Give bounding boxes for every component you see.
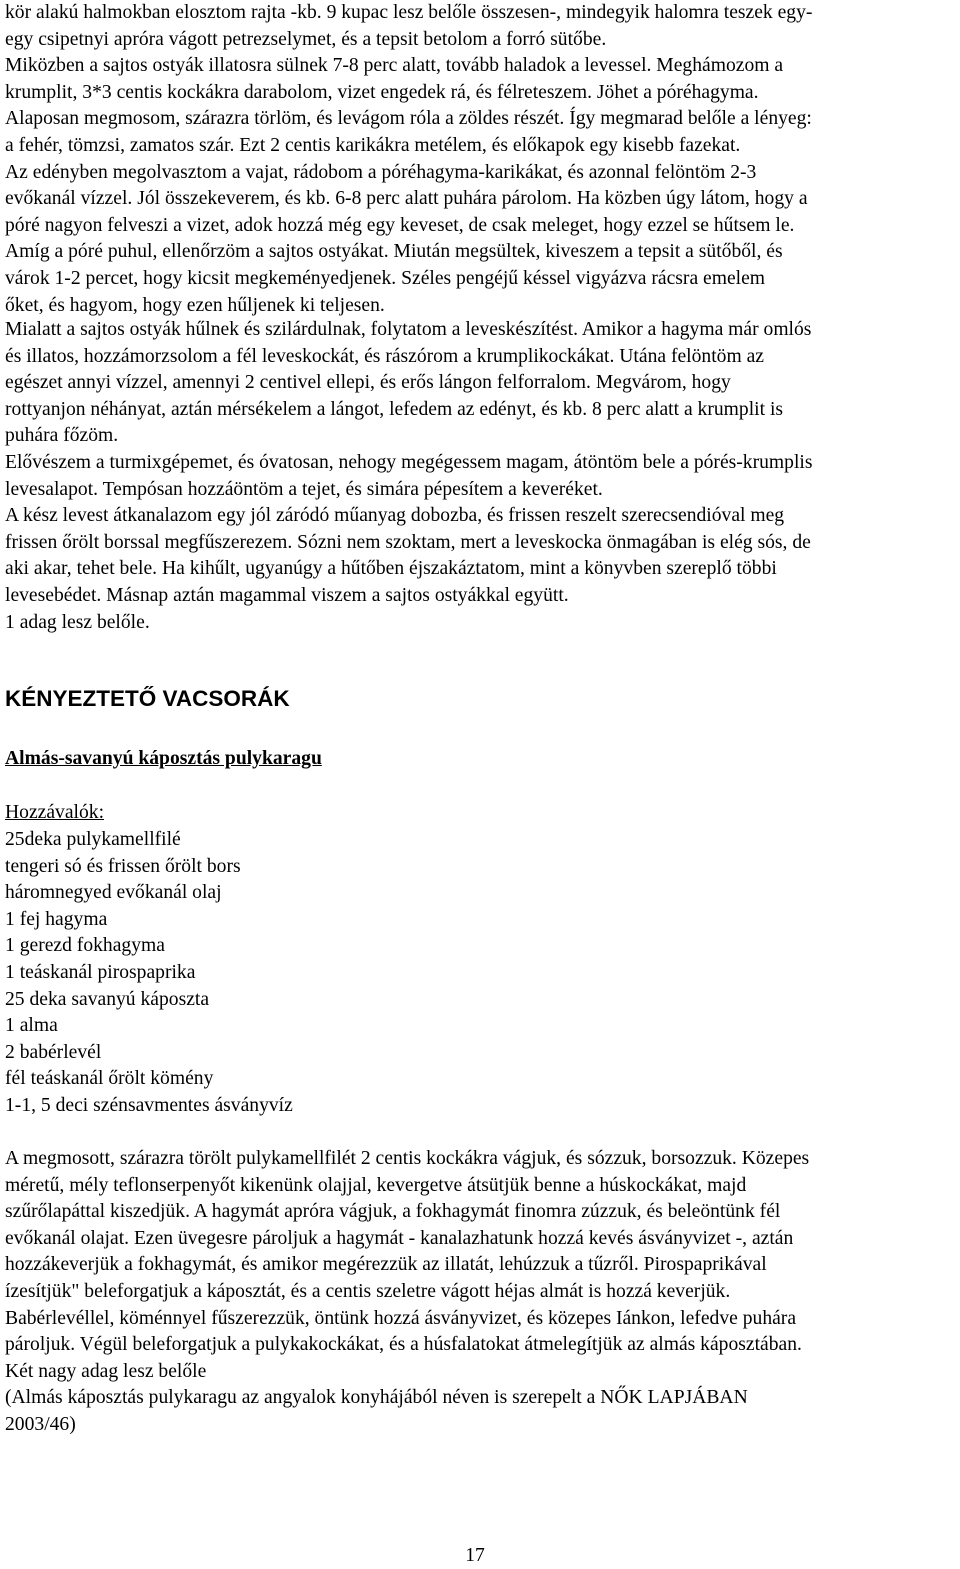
text-line: méretű, mély teflonserpenyőt kikenünk olajjal, kevergetve átsütjük benne a húskockákat, majd (5, 1174, 747, 1196)
continued-paragraph (5, 0, 955, 319)
text-line: és illatos, hozzámorzsolom a fél leveskockát, és rászórom a krumplikockákat. Utána felöntöm az (5, 345, 764, 367)
ingredient-item: 2 babérlevél (5, 1041, 102, 1063)
text-line: A kész levest átkanalazom egy jól záródó műanyag dobozba, és frissen reszelt szerecsendióval meg (5, 505, 785, 526)
text-line: puhára főzöm. (5, 425, 119, 447)
text-line: Elővészem a turmixgépemet, és óvatosan, nehogy megégessem magam, átöntöm bele a pórés-krumplis (5, 452, 813, 473)
ingredient-item: fél teáskanál őrölt kömény (5, 1068, 214, 1090)
text-line: Mialatt a sajtos ostyák hűlnek és szilárdulnak, folytatom a leveskészítést. Amikor a hagyma már omlós (5, 319, 812, 340)
ingredient-item: háromnegyed evőkanál olaj (5, 882, 222, 904)
ingredients-heading: Hozzávalók: (5, 802, 105, 823)
text-line: a fehér, tömzsi, zamatos szár. Ezt 2 centis karikákra metélem, és előkapok egy kisebb fazekat. (5, 134, 741, 156)
page-number: 17 (465, 1545, 485, 1566)
text-line: krumplit, 3*3 centis kockákra darabolom, vizet engedek rá, és félreteszem. Jöhet a póréhagyma. (5, 81, 759, 103)
text-line: Az edényben megolvasztom a vajat, rádobom a póréhagyma-karikákat, és azonnal felöntöm 2-3 (5, 161, 757, 183)
text-line: A megmosott, szárazra törölt pulykamellfilét 2 centis kockákra vágjuk, és sózzuk, borsozzuk. Közepes (5, 1148, 810, 1169)
text-line: evőkanál olajat. Ezen üvegesre pároljuk a hagymát - kanalazhatunk hozzá kevés ásványvizet -, aztán (5, 1227, 794, 1249)
text-line: hozzákeverjük a fokhagymát, és amikor megérezzük az illatát, lehúzzuk a tűzről. Pirospaprikával (5, 1254, 767, 1276)
text-line: egészet annyi vízzel, amennyi 2 centivel ellepi, és erős lángon felforralom. Megvárom, hogy (5, 372, 731, 394)
recipe-title: Almás-savanyú káposztás pulykaragu (5, 748, 322, 769)
paragraph (5, 317, 955, 450)
text-line: levesebédet. Másnap aztán magammal viszem a sajtos ostyákkal együtt. (5, 584, 569, 606)
text-line: 2003/46) (5, 1413, 76, 1435)
text-line: Alaposan megmosom, szárazra törlöm, és levágom róla a zöldes részét. Így megmarad belőle a lényeg: (5, 108, 812, 130)
text-line: evőkanál vízzel. Jól összekeverem, és kb. 6-8 perc alatt puhára párolom. Ha közben úgy látom, hogy a (5, 188, 808, 210)
text-line: pároljuk. Végül beleforgatjuk a pulykakockákat, és a húsfalatokat átmelegítjük az almás káposztában. (5, 1334, 802, 1356)
ingredient-item: 1-1, 5 deci szénsavmentes ásványvíz (5, 1094, 293, 1116)
ingredient-item: 25deka pulykamellfilé (5, 829, 181, 850)
ingredient-item: 1 fej hagyma (5, 908, 108, 930)
text-line: rottyanjon néhányat, aztán mérsékelem a lángot, lefedem az edényt, és kb. 8 perc alatt a krumplit is (5, 398, 784, 420)
ingredient-item: tengeri só és frissen őrölt bors (5, 855, 241, 877)
ingredient-item: 1 teáskanál pirospaprika (5, 961, 196, 983)
text-line: várok 1-2 percet, hogy kicsit megkeményedjenek. Széles pengéjű késsel vigyázva rácsra emelem (5, 267, 766, 289)
ingredient-item: 1 alma (5, 1015, 58, 1037)
text-line: Miközben a sajtos ostyák illatosra sülnek 7-8 perc alatt, tovább haladok a levessel. Meghámozom a (5, 55, 784, 77)
text-line: 1 adag lesz belőle. (5, 612, 150, 633)
text-line: Amíg a póré puhul, ellenőrzöm a sajtos ostyákat. Miután megsültek, kiveszem a tepsit a sütőből, és (5, 241, 783, 263)
paragraph (5, 503, 955, 609)
text-line: levesalapot. Tempósan hozzáöntöm a tejet, és simára pépesítem a keveréket. (5, 478, 603, 500)
text-line: ízesítjük" beleforgatjuk a káposztát, és a centis szeletre vágott héjas almát is hozzá keverjük. (5, 1280, 731, 1302)
text-line: póré nagyon felveszi a vizet, adok hozzá még egy keveset, de csak meleget, hogy ezzel se hűtsem le. (5, 214, 795, 236)
text-line: Babérlevéllel, köménnyel fűszerezzük, öntünk hozzá ásványvizet, és közepes Iánkon, lefedve puhára (5, 1307, 797, 1329)
text-line: egy csipetnyi apróra vágott petrezselymet, és a tepsit betolom a forró sütőbe. (5, 28, 607, 50)
ingredient-item: 1 gerezd fokhagyma (5, 935, 165, 957)
paragraph (5, 450, 955, 503)
ingredients-list (5, 827, 293, 1120)
text-line: szűrőlapáttal kiszedjük. A hagymát apróra vágjuk, a fokhagymát finomra zúzzuk, és beleöntünk fél (5, 1201, 781, 1223)
method-paragraph (5, 1146, 955, 1439)
serving-note (5, 610, 955, 637)
text-line: Két nagy adag lesz belőle (5, 1360, 207, 1382)
text-line: kör alakú halmokban elosztom rajta -kb. 9 kupac lesz belőle összesen-, mindegyik halomra teszek egy- (5, 2, 813, 23)
text-line: őket, és hagyom, hogy ezen hűljenek ki teljesen. (5, 294, 385, 316)
text-line: aki akar, tehet bele. Ha kihűlt, ugyanúgy a hűtőben éjszakáztatom, mint a könyvben szereplő többi (5, 558, 777, 580)
ingredient-item: 25 deka savanyú káposzta (5, 988, 210, 1010)
text-line: frissen őrölt borssal megfűszerezem. Sózni nem szoktam, mert a leveskocka önmagában is elég sós, de (5, 531, 811, 553)
section-heading: KÉNYEZTETŐ VACSORÁK (5, 686, 290, 711)
text-line: (Almás káposztás pulykaragu az angyalok konyhájából néven is szerepelt a NŐK LAPJÁBAN (5, 1387, 748, 1409)
